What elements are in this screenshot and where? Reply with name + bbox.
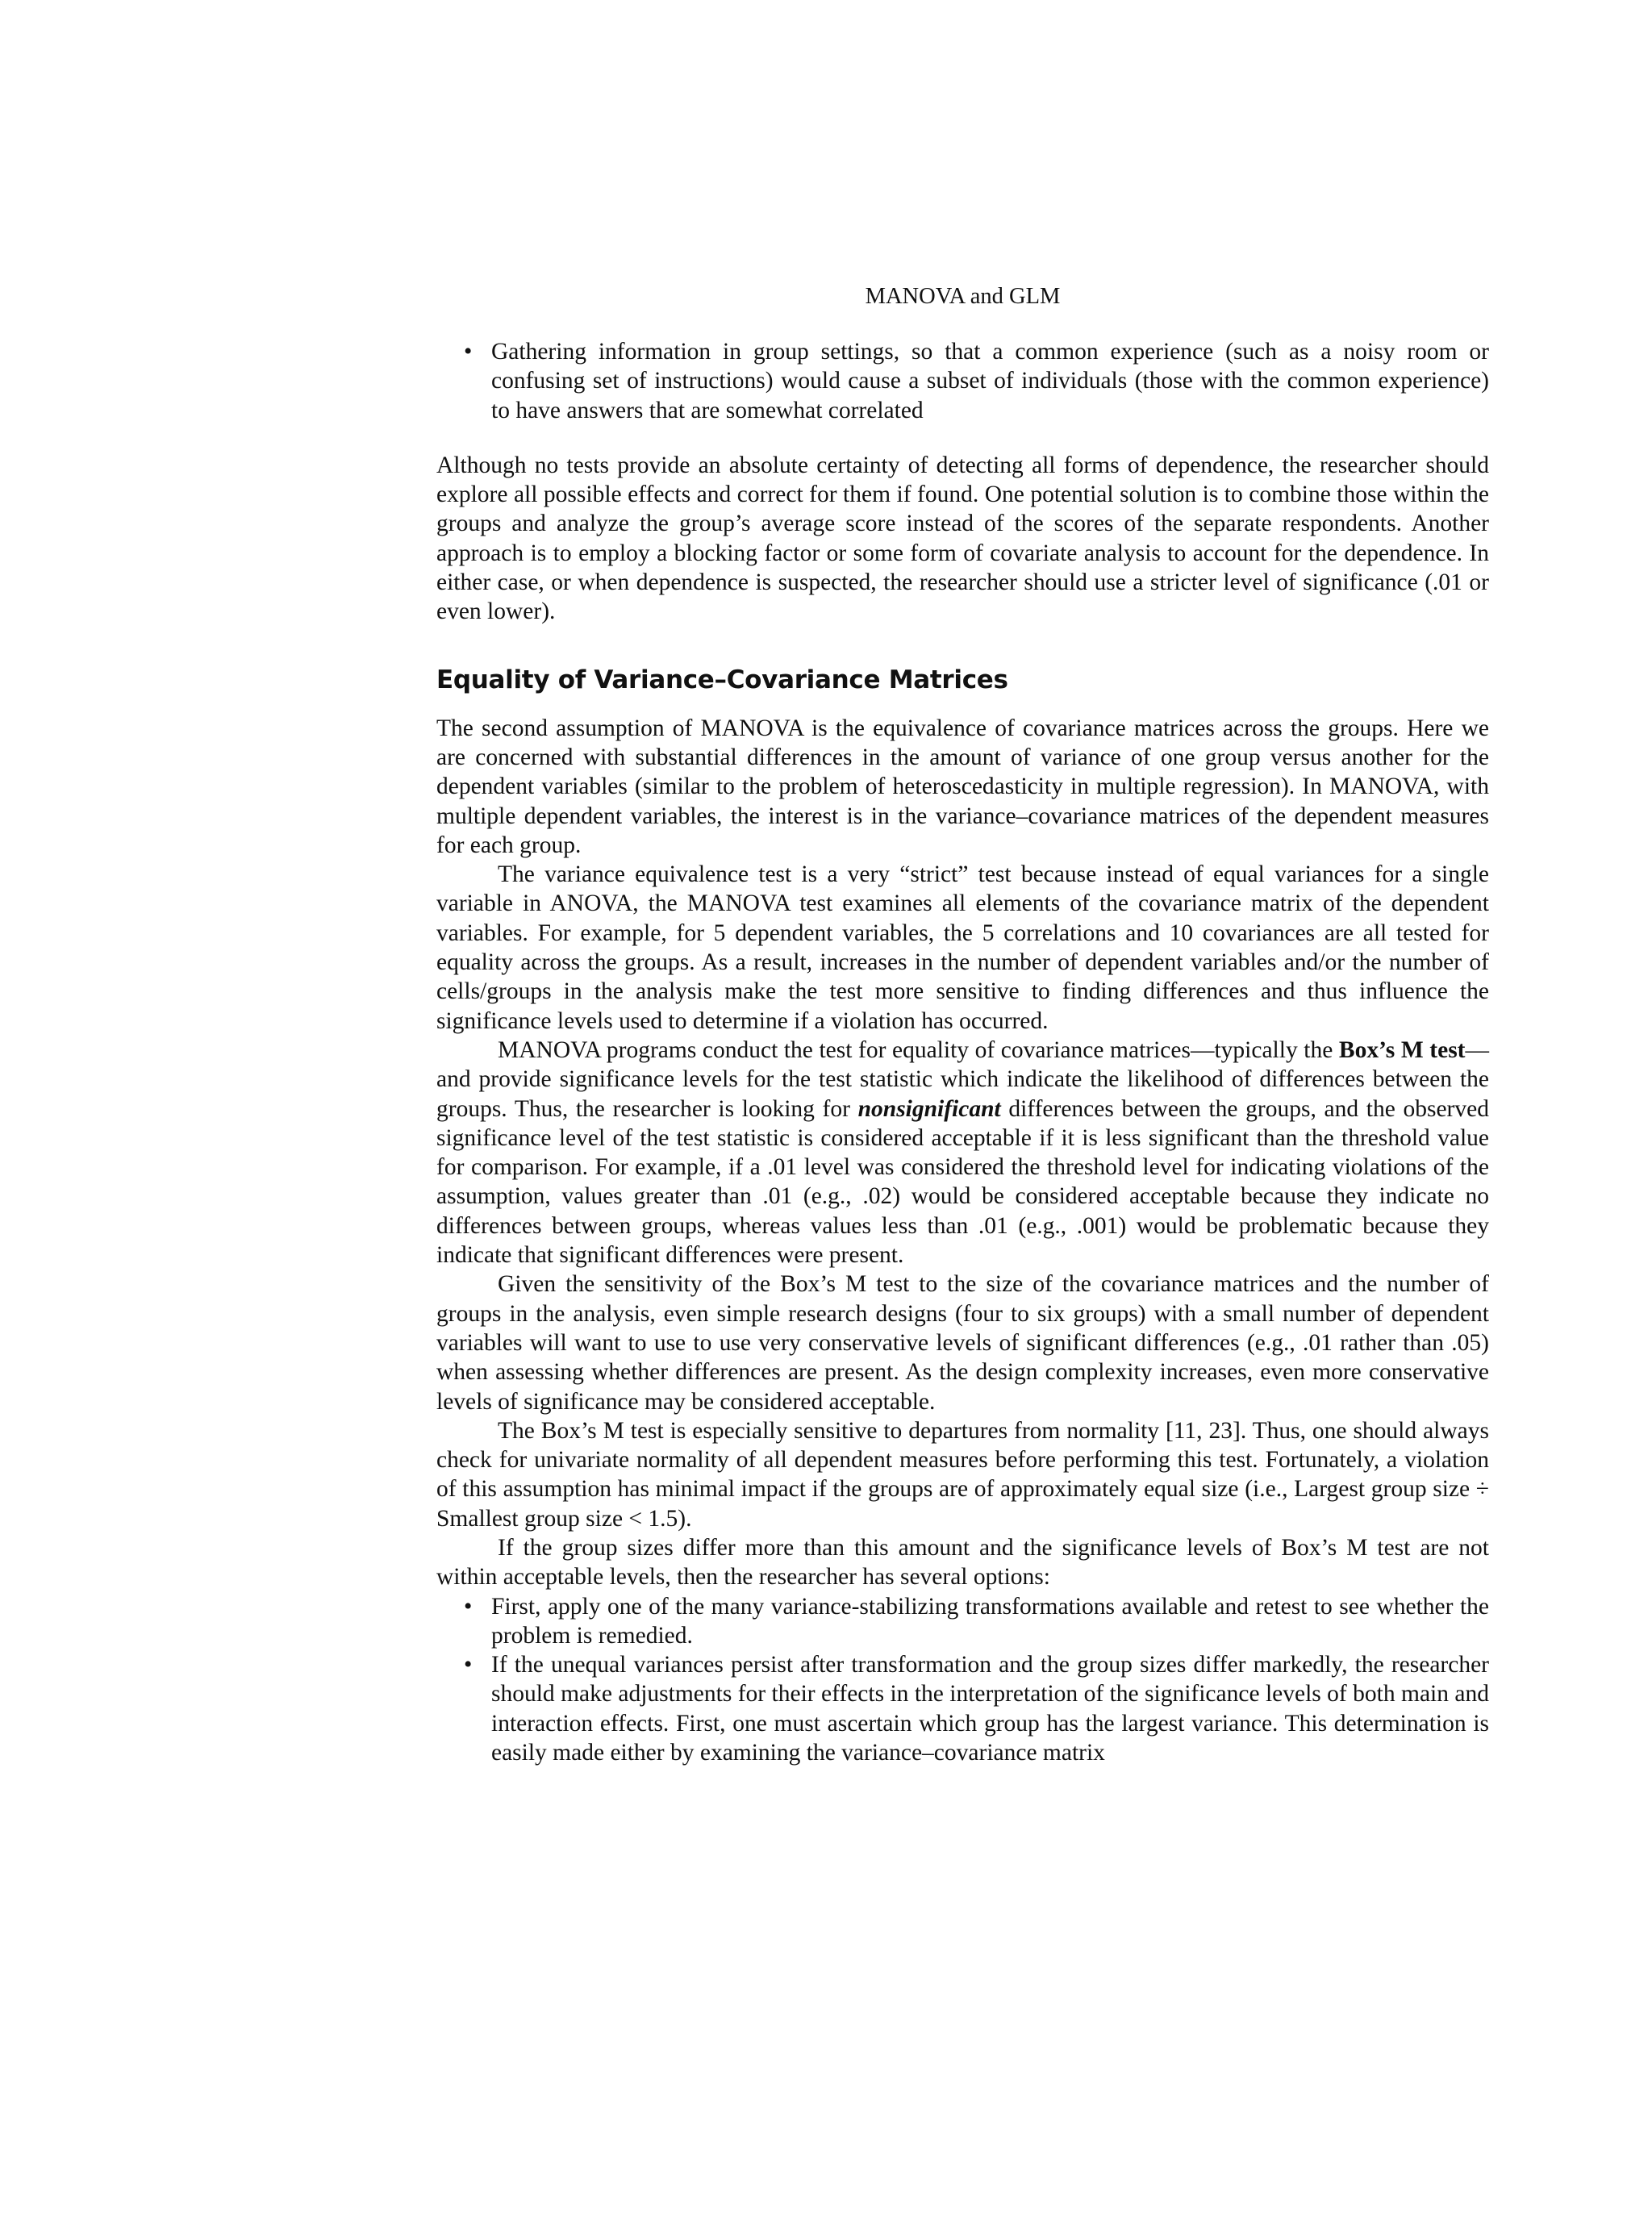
options-bullet-list	[436, 1592, 1489, 1768]
text-run: —and provide significance levels for the test statistic which indicate the likelihood of differences between the groups. Thus, the researcher is looking for	[436, 1036, 1489, 1122]
paragraph-options-intro: If the group sizes differ more than this amount and the significance levels of Box’s M test are not within acceptable levels, then the researcher has several options:	[436, 1534, 1489, 1591]
list-item-text: If the unequal variances persist after transformation and the group sizes differ markedly, the researcher should make adjustments for their effects in the interpretation of the significance levels of both main and interaction effects. First, one must ascertain which group has the largest variance. This determination is easily made either by examining the variance–covariance matrix	[491, 1652, 1489, 1766]
emphasis-nonsignificant: nonsignificant	[857, 1095, 1001, 1122]
list-item-text: First, apply one of the many variance-stabilizing transformations available and retest to see whether the problem is remedied.	[491, 1593, 1489, 1649]
running-head: MANOVA and GLM	[865, 284, 1061, 309]
paragraph-box-m-test	[436, 1036, 1489, 1270]
paragraph-strict-test: The variance equivalence test is a very “strict” test because instead of equal variances for a single variable in ANOVA, the MANOVA test examines all elements of the covariance matrix of the dependent variables. For example, for 5 dependent variables, the 5 correlations and 10 covariances are all tested for equality across the groups. As a result, increases in the number of dependent variables and/or the number of cells/groups in the analysis make the test more sensitive to finding differences and thus influence the significance levels used to determine if a violation has occurred.	[436, 861, 1489, 1034]
key-term-box-m-test: Box’s M test	[1338, 1036, 1466, 1063]
list-item	[464, 1650, 1489, 1767]
section-heading: Equality of Variance–Covariance Matrices	[436, 665, 1008, 694]
bullet-icon: •	[464, 1652, 473, 1678]
bullet-icon: •	[464, 339, 473, 365]
paragraph-normality: The Box’s M test is especially sensitive to departures from normality [11, 23]. Thus, one should always check for univariate normality of all dependent measures before performing this test. Fortunately, a violation of this assumption has minimal impact if the groups are of approximately equal size (i.e., Largest group size ÷ Smallest group size < 1.5).	[436, 1417, 1489, 1532]
list-item-text: Gathering information in group settings, so that a common experience (such as a noisy room or confusing set of instructions) would cause a subset of individuals (those with the common experience) to have answers that are somewhat correlated	[491, 339, 1489, 423]
paragraph-sensitivity: Given the sensitivity of the Box’s M test to the size of the covariance matrices and the number of groups in the analysis, even simple research designs (four to six groups) with a small number of dependent variables will want to use to use very conservative levels of significant differences (e.g., .01 rather than .05) when assessing whether differences are present. As the design complexity increases, even more conservative levels of significance may be considered acceptable.	[436, 1271, 1489, 1415]
list-item	[464, 337, 1489, 425]
text-run: differences between the groups, and the observed significance level of the test statistic is considered acceptable if it is less significant than the threshold value for comparison. For example, if a .01 level was considered the threshold level for indicating violations of the assumption, values greater than .01 (e.g., .02) would be considered acceptable because they indicate no differences between groups, whereas values less than .01 (e.g., .001) would be problematic because they indicate that significant differences were present.	[436, 1095, 1489, 1269]
document-page	[436, 282, 1489, 1767]
dependence-bullet-list	[436, 337, 1489, 425]
paragraph-assumption-intro: The second assumption of MANOVA is the equivalence of covariance matrices across the groups. Here we are concerned with substantial differences in the amount of variance of one group versus another for the dependent variables (similar to the problem of heteroscedasticity in multiple regression). In MANOVA, with multiple dependent variables, the interest is in the variance–covariance matrices of the dependent measures for each group.	[436, 715, 1489, 858]
list-item	[464, 1592, 1489, 1651]
bullet-icon: •	[464, 1593, 473, 1620]
text-run: MANOVA programs conduct the test for equality of covariance matrices—typically the	[498, 1036, 1339, 1063]
paragraph-dependence: Although no tests provide an absolute certainty of detecting all forms of dependence, the researcher should explore all possible effects and correct for them if found. One potential solution is to combine those within the groups and analyze the group’s average score instead of the scores of the separate respondents. Another approach is to employ a blocking factor or some form of covariate analysis to account for the dependence. In either case, or when dependence is suspected, the researcher should use a stricter level of significance (.01 or even lower).	[436, 452, 1489, 625]
